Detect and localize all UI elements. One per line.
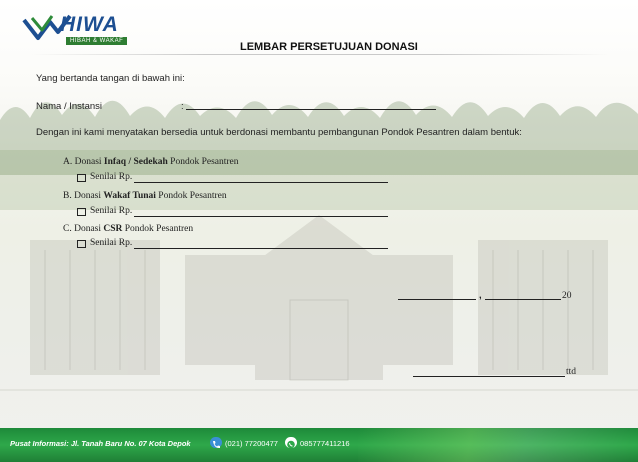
statement-text: Dengan ini kami menyatakan bersedia untuk berdonasi membantu pembangunan Pondok Pesantren dalam bentuk: bbox=[36, 127, 522, 138]
date-field[interactable] bbox=[485, 299, 561, 300]
signature-suffix: ttd bbox=[566, 367, 577, 377]
option-b-label: B. Donasi Wakaf Tunai Pondok Pesantren bbox=[63, 191, 227, 201]
footer-whatsapp: 085777411216 bbox=[300, 439, 350, 448]
name-label: Nama / Instansi bbox=[36, 101, 102, 112]
option-a-label: A. Donasi Infaq / Sedekah Pondok Pesantren bbox=[63, 157, 239, 167]
intro-text: Yang bertanda tangan di bawah ini: bbox=[36, 73, 185, 84]
name-field[interactable] bbox=[186, 109, 436, 110]
place-field[interactable] bbox=[398, 299, 476, 300]
option-a-amount-field[interactable] bbox=[134, 182, 388, 183]
footer-address: Pusat Informasi: Jl. Tanah Baru No. 07 Kota Depok bbox=[10, 439, 191, 448]
signature-field[interactable] bbox=[413, 376, 565, 377]
title-divider bbox=[30, 54, 610, 55]
date-year: 20 bbox=[562, 291, 572, 301]
option-b-checkbox[interactable] bbox=[77, 208, 86, 216]
whatsapp-icon bbox=[285, 437, 297, 448]
option-b-amount-field[interactable] bbox=[134, 216, 388, 217]
logo-wordmark: HIWA bbox=[60, 13, 119, 36]
option-c-checkbox[interactable] bbox=[77, 240, 86, 248]
page-title: LEMBAR PERSETUJUAN DONASI bbox=[240, 41, 418, 53]
option-b-amount-label: Senilai Rp. bbox=[90, 206, 133, 216]
footer-phone: (021) 77200477 bbox=[225, 439, 278, 448]
logo-tagline: HIBAH & WAKAF bbox=[66, 37, 127, 45]
option-c-amount-label: Senilai Rp. bbox=[90, 238, 133, 248]
option-c-label: C. Donasi CSR Pondok Pesantren bbox=[63, 224, 194, 234]
name-colon: : bbox=[181, 101, 184, 112]
date-comma: , bbox=[479, 290, 482, 301]
option-a-checkbox[interactable] bbox=[77, 174, 86, 182]
option-c-amount-field[interactable] bbox=[134, 248, 388, 249]
phone-icon bbox=[210, 437, 222, 448]
option-a-amount-label: Senilai Rp. bbox=[90, 172, 133, 182]
